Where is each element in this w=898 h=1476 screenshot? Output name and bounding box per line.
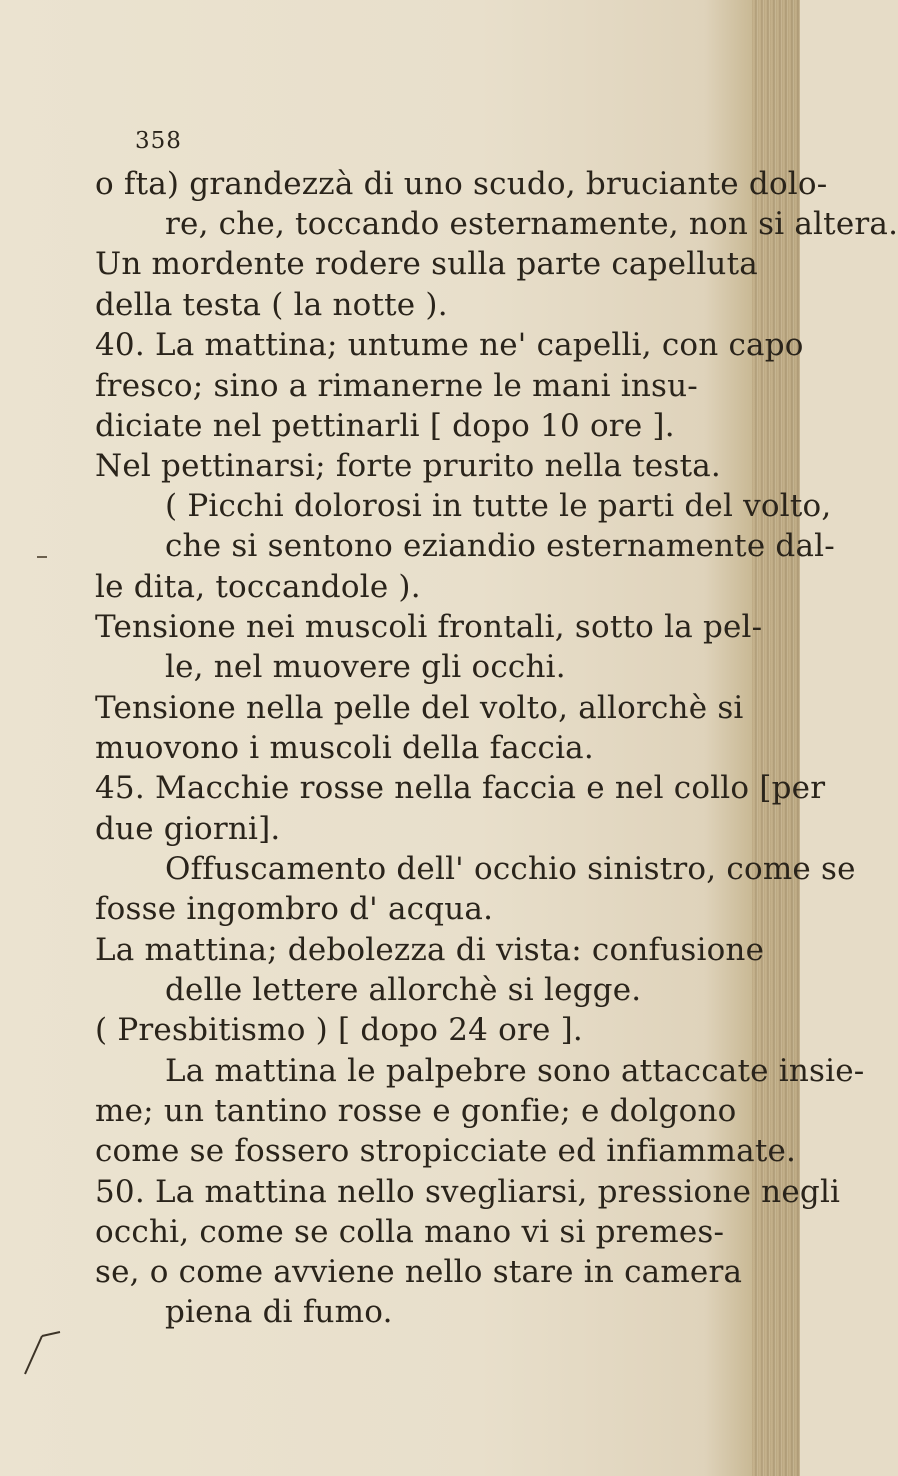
text-line: occhi, come se colla mano vi si premes- [95, 1214, 725, 1250]
text-line: muovono i muscoli della faccia. [95, 730, 594, 766]
text-line: o fta) grandezzà di uno scudo, bruciante dolo- [95, 166, 828, 202]
text-line: delle lettere allorchè si legge. [165, 972, 642, 1008]
text-line: Tensione nei muscoli frontali, sotto la pel- [95, 609, 763, 645]
text-line: Tensione nella pelle del volto, allorchè si [95, 690, 744, 726]
text-line: che si sentono eziandio esternamente dal- [165, 528, 835, 564]
text-line: le, nel muovere gli occhi. [165, 649, 566, 685]
text-line: due giorni]. [95, 811, 281, 847]
text-line: come se fossero stropicciate ed infiammate. [95, 1133, 797, 1169]
text-line: Offuscamento dell' occhio sinistro, come se [165, 851, 856, 887]
pencil-mark [20, 1330, 80, 1380]
text-line: 50. La mattina nello svegliarsi, pressione negli [95, 1174, 841, 1210]
text-line: 45. Macchie rosse nella faccia e nel collo [per [95, 770, 826, 806]
text-line: fresco; sino a rimanerne le mani insu- [95, 368, 698, 404]
text-line: le dita, toccandole ). [95, 569, 421, 605]
margin-mark [37, 556, 47, 558]
text-line: Un mordente rodere sulla parte capelluta [95, 246, 758, 282]
text-line: piena di fumo. [165, 1294, 393, 1330]
page-number: 358 [135, 128, 182, 154]
text-line: re, che, toccando esternamente, non si altera. [165, 206, 898, 242]
text-line: ( Picchi dolorosi in tutte le parti del volto, [165, 488, 832, 524]
text-line: ( Presbitismo ) [ dopo 24 ore ]. [95, 1012, 583, 1048]
text-line: La mattina le palpebre sono attaccate insie- [165, 1053, 865, 1089]
text-line: 40. La mattina; untume ne' capelli, con capo [95, 327, 804, 363]
text-line: della testa ( la notte ). [95, 287, 448, 323]
text-line: Nel pettinarsi; forte prurito nella testa. [95, 448, 721, 484]
text-line: La mattina; debolezza di vista: confusione [95, 932, 765, 968]
text-line: fosse ingombro d' acqua. [95, 891, 494, 927]
text-line: diciate nel pettinarli [ dopo 10 ore ]. [95, 408, 675, 444]
text-line: se, o come avviene nello stare in camera [95, 1254, 743, 1290]
text-line: me; un tantino rosse e gonfie; e dolgono [95, 1093, 737, 1129]
